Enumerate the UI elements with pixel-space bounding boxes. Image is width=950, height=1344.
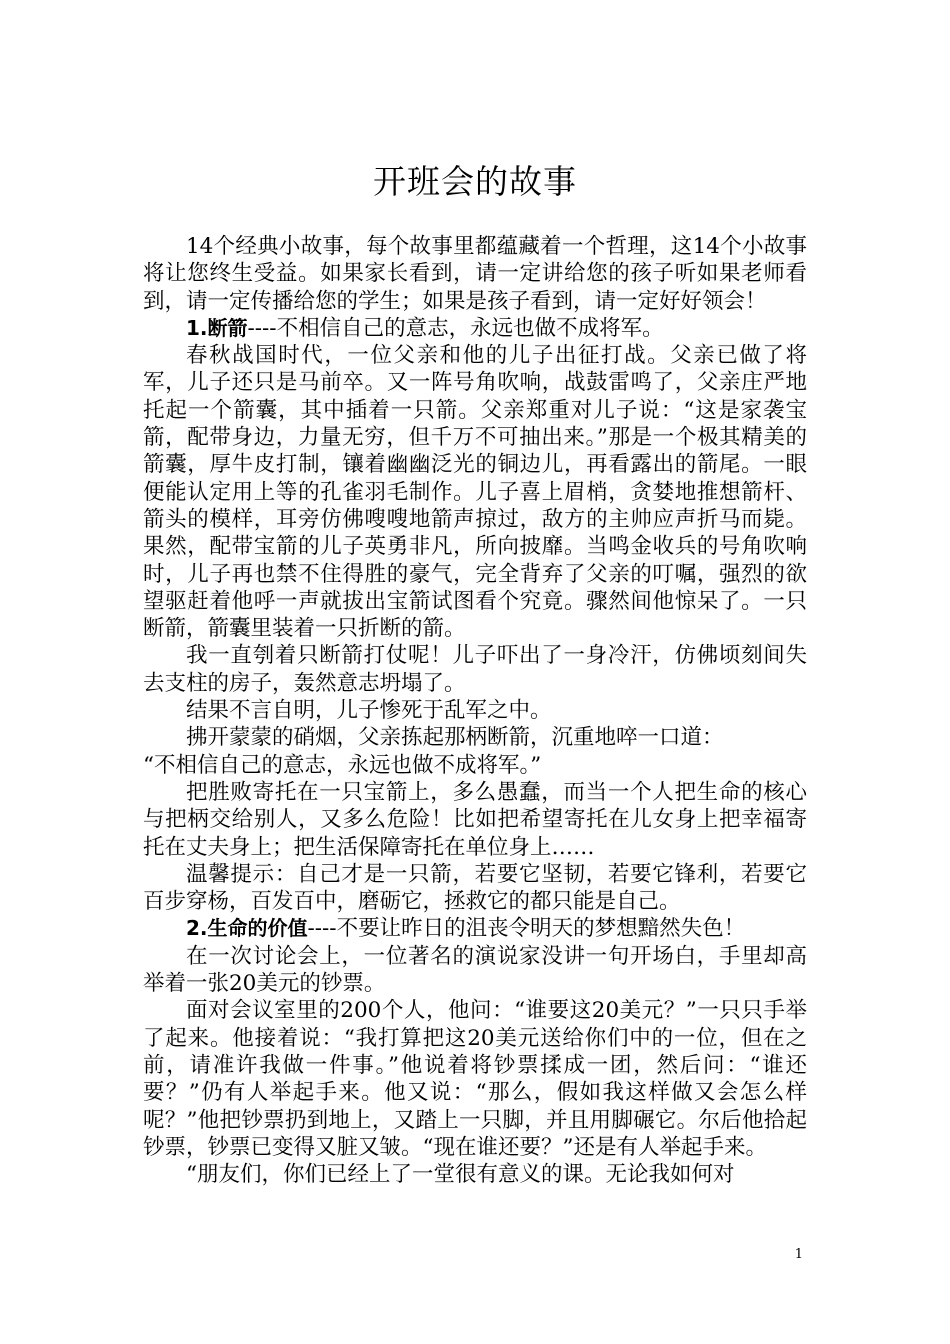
paragraph: 把胜败寄托在一只宝箭上，多么愚蠢，而当一个人把生命的核心与把柄交给别人，又多么危险！比如把希望寄托在儿女身上把幸福寄托在丈夫身上；把生活保障寄托在单位身上…… bbox=[143, 779, 807, 860]
document-body bbox=[143, 233, 807, 1188]
intro-paragraph: 14个经典小故事，每个故事里都蕴藏着一个哲理，这14个小故事将让您终生受益。如果家长看到，请一定讲给您的孩子听如果老师看到，请一定传播给您的学生；如果是孩子看到，请一定好好领会！ bbox=[143, 234, 807, 314]
paragraph: “朋友们，你们已经上了一堂很有意义的课。无论我如何对 bbox=[186, 1162, 735, 1188]
paragraph: 面对会议室里的200个人，他问：“谁要这20美元？”一只只手举了起来。他接着说：“我打算把这20美元送给你们中的一位，但在之前，请准许我做一件事。”他说着将钞票揉成一团，然后问：“谁还要？”仍有人举起手来。他又说：“那么，假如我这样做又会怎么样呢？”他把钞票扔到地上，又踏上一只脚，并且用脚碾它。尔后他拾起钞票，钞票已变得又脏又皱。“现在谁还要？”还是有人举起手来。 bbox=[143, 998, 807, 1160]
tip-paragraph: 温馨提示：自己才是一只箭，若要它坚韧，若要它锋利，若要它百步穿杨，百发百中，磨砺它，拯救它的都只能是自己。 bbox=[143, 861, 807, 915]
page-title: 开班会的故事 bbox=[373, 162, 577, 201]
section-heading-1-label: 1.断箭 bbox=[186, 315, 248, 340]
quote-paragraph: “不相信自己的意志，永远也做不成将军。” bbox=[143, 752, 542, 778]
section-heading-2-label: 2.生命的价值 bbox=[186, 916, 308, 941]
section-heading-1 bbox=[143, 315, 807, 342]
paragraph: 春秋战国时代，一位父亲和他的儿子出征打战。父亲已做了将军，儿子还只是马前卒。又一阵号角吹响，战鼓雷鸣了，父亲庄严地托起一个箭囊，其中插着一只箭。父亲郑重对儿子说：“这是家袭宝箭，配带身边，力量无穷，但千万不可抽出来。”那是一个极其精美的箭囊，厚牛皮打制，镶着幽幽泛光的铜边儿，再看露出的箭尾。一眼便能认定用上等的孔雀羽毛制作。儿子喜上眉梢，贪婪地推想箭杆、箭头的模样，耳旁仿佛嗖嗖地箭声掠过，敌方的主帅应声折马而毙。果然，配带宝箭的儿子英勇非凡，所向披靡。当鸣金收兵的号角吹响时，儿子再也禁不住得胜的豪气，完全背弃了父亲的叮嘱，强烈的欲望驱赶着他呼一声就拔出宝箭试图看个究竟。骤然间他惊呆了。一只断箭，箭囊里装着一只折断的箭。 bbox=[143, 343, 807, 642]
paragraph: 我一直刳着只断箭打仗呢！儿子吓出了一身冷汗，仿佛顷刻间失去支柱的房子，轰然意志坍塌了。 bbox=[143, 643, 807, 696]
section-heading-2-subtitle: ----不要让昨日的沮丧令明天的梦想黯然失色！ bbox=[307, 916, 746, 942]
section-heading-1-subtitle: ----不相信自己的意志，永远也做不成将军。 bbox=[247, 315, 664, 341]
paragraph: 在一次讨论会上，一位著名的演说家没讲一句开场白，手里却高举着一张20美元的钞票。 bbox=[143, 943, 807, 997]
section-heading-2 bbox=[143, 915, 807, 942]
paragraph: 结果不言自明，儿子惨死于乱军之中。 bbox=[186, 698, 552, 724]
page-number: 1 bbox=[794, 1247, 803, 1262]
paragraph: 拂开蒙蒙的硝烟，父亲拣起那柄断箭，沉重地啐一口道： bbox=[186, 725, 724, 751]
